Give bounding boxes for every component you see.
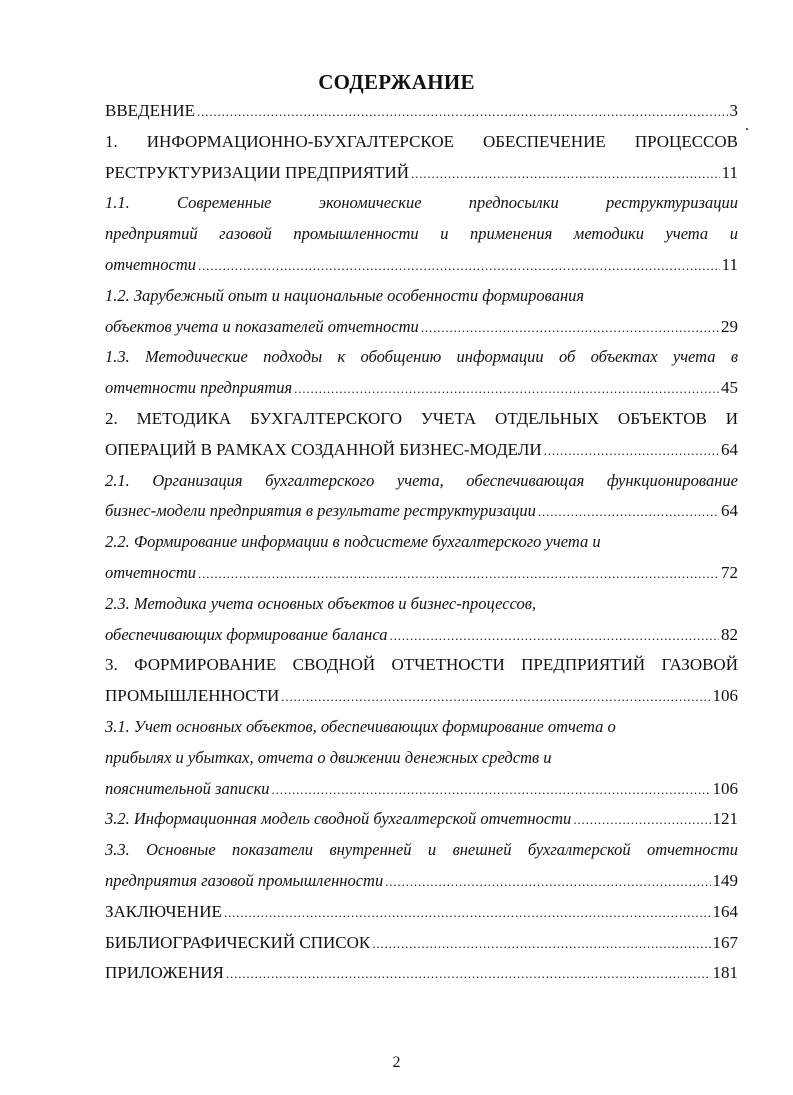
toc-entry-text: 1.1. Современные экономические предпосылки реструктуризации [105, 193, 738, 213]
toc-entry-section-1-1-cont[interactable] [105, 219, 738, 250]
toc-entry-introduction[interactable] [105, 96, 738, 127]
toc-entry-page: 29 [721, 316, 738, 336]
toc-entry-text: РЕСТРУКТУРИЗАЦИИ ПРЕДПРИЯТИЙ [105, 162, 409, 182]
toc-entry-page: 149 [712, 870, 738, 890]
toc-entry-page: 106 [712, 778, 738, 798]
toc-entry-page: 167 [712, 932, 738, 952]
toc-entry-page: 82 [721, 624, 738, 644]
toc-entry-section-1-1-end[interactable] [105, 250, 738, 281]
toc-entry-text: 2.3. Методика учета основных объектов и бизнес-процессов, [105, 593, 537, 613]
toc-entry-text: 1.3. Методические подходы к обобщению информации об объектах учета в [105, 347, 738, 367]
toc-entry-section-3-1-cont[interactable] [105, 743, 738, 774]
toc-entry-section-1-3[interactable] [105, 342, 738, 373]
toc-entry-text: бизнес-модели предприятия в результате реструктуризации [105, 501, 536, 521]
toc-entry-text: БИБЛИОГРАФИЧЕСКИЙ СПИСОК [105, 932, 371, 952]
toc-entry-section-2-3-end[interactable] [105, 620, 738, 651]
toc-entry-page: 72 [721, 562, 738, 582]
toc-entry-chapter-2-cont[interactable] [105, 435, 738, 466]
toc-entry-text: 2. МЕТОДИКА БУХГАЛТЕРСКОГО УЧЕТА ОТДЕЛЬНЫХ ОБЪЕКТОВ И [105, 408, 738, 428]
toc-entry-chapter-1-cont[interactable] [105, 158, 738, 189]
toc-entry-section-3-2[interactable] [105, 804, 738, 835]
toc-leader-dots [281, 682, 710, 713]
toc-entry-text: 3.1. Учет основных объектов, обеспечивающих формирование отчета о [105, 716, 616, 736]
toc-entry-text: объектов учета и показателей отчетности [105, 316, 419, 336]
toc-entry-text: обеспечивающих формирование баланса [105, 624, 388, 644]
toc-entry-text: 1. ИНФОРМАЦИОННО-БУХГАЛТЕРСКОЕ ОБЕСПЕЧЕНИЕ ПРОЦЕССОВ [105, 131, 738, 151]
toc-entry-text: предприятий газовой промышленности и применения методики учета и [105, 224, 738, 244]
toc-leader-dots [198, 559, 719, 590]
toc-entry-section-2-1-end[interactable] [105, 496, 738, 527]
toc-entry-section-1-2[interactable] [105, 281, 738, 312]
toc-leader-dots [197, 97, 728, 128]
toc-entry-section-3-1[interactable] [105, 712, 738, 743]
toc-entry-section-2-3[interactable] [105, 589, 738, 620]
toc-entry-text: прибылях и убытках, отчета о движении денежных средств и [105, 747, 552, 767]
toc-entry-section-1-1[interactable] [105, 188, 738, 219]
toc-entry-text: пояснительной записки [105, 778, 270, 798]
toc-entry-page: 181 [712, 963, 738, 983]
toc-entry-text: ПРОМЫШЛЕННОСТИ [105, 686, 280, 706]
toc-entry-section-3-3[interactable] [105, 835, 738, 866]
toc-entry-text: 3. ФОРМИРОВАНИЕ СВОДНОЙ ОТЧЕТНОСТИ ПРЕДПРИЯТИЙ ГАЗОВОЙ [105, 655, 738, 675]
toc-entry-text: ЗАКЛЮЧЕНИЕ [105, 901, 222, 921]
toc-entry-chapter-3[interactable] [105, 650, 738, 681]
toc-leader-dots [544, 436, 719, 467]
toc-leader-dots [411, 159, 720, 190]
toc-leader-dots [538, 497, 719, 528]
toc-entry-chapter-1[interactable] [105, 127, 738, 158]
toc-entry-section-1-2-end[interactable] [105, 312, 738, 343]
toc-entry-text: 2.1. Организация бухгалтерского учета, обеспечивающая функционирование [105, 470, 738, 490]
toc-entry-text: ПРИЛОЖЕНИЯ [105, 963, 224, 983]
table-of-contents [105, 96, 738, 989]
toc-entry-page: 64 [721, 501, 738, 521]
page-title: СОДЕРЖАНИЕ [318, 70, 475, 94]
toc-entry-section-2-2[interactable] [105, 527, 738, 558]
toc-entry-section-3-3-end[interactable] [105, 866, 738, 897]
toc-entry-section-2-2-end[interactable] [105, 558, 738, 589]
toc-entry-section-2-1[interactable] [105, 466, 738, 497]
toc-entry-text: 3.3. Основные показатели внутренней и внешней бухгалтерской отчетности [105, 840, 738, 860]
toc-entry-chapter-2[interactable] [105, 404, 738, 435]
toc-leader-dots [385, 867, 710, 898]
toc-entry-page: 106 [712, 686, 738, 706]
toc-entry-section-1-3-end[interactable] [105, 373, 738, 404]
toc-leader-dots [372, 929, 710, 960]
toc-entry-text: отчетности предприятия [105, 378, 293, 398]
toc-entry-text: 2.2. Формирование информации в подсистеме бухгалтерского учета и [105, 532, 601, 552]
toc-entry-text: ОПЕРАЦИЙ В РАМКАХ СОЗДАННОЙ БИЗНЕС-МОДЕЛИ [105, 439, 542, 459]
toc-entry-text: отчетности [105, 254, 196, 274]
toc-entry-page: 45 [721, 378, 738, 398]
toc-entry-conclusion[interactable] [105, 897, 738, 928]
toc-entry-page: 64 [721, 439, 738, 459]
toc-leader-dots [390, 621, 720, 652]
toc-entry-page: 11 [721, 162, 738, 182]
toc-leader-dots [421, 313, 719, 344]
scan-speck [746, 128, 748, 130]
page-number: 2 [392, 1054, 401, 1071]
toc-entry-page: 121 [712, 809, 738, 829]
toc-leader-dots [294, 374, 719, 405]
toc-entry-bibliography[interactable] [105, 928, 738, 959]
toc-entry-appendices[interactable] [105, 958, 738, 989]
toc-entry-text: 1.2. Зарубежный опыт и национальные особенности формирования [105, 285, 585, 305]
toc-entry-page: 164 [712, 901, 738, 921]
toc-entry-text: 3.2. Информационная модель сводной бухгалтерской отчетности [105, 809, 572, 829]
toc-entry-text: отчетности [105, 562, 196, 582]
toc-leader-dots [198, 251, 720, 282]
toc-leader-dots [573, 805, 710, 836]
toc-entry-text: ВВЕДЕНИЕ [105, 101, 195, 120]
toc-entry-page: 3 [729, 101, 738, 120]
toc-entry-chapter-3-cont[interactable] [105, 681, 738, 712]
toc-entry-text: предприятия газовой промышленности [105, 870, 384, 890]
toc-entry-section-3-1-end[interactable] [105, 774, 738, 805]
toc-leader-dots [226, 959, 711, 990]
toc-leader-dots [272, 775, 711, 806]
toc-entry-page: 11 [721, 254, 738, 274]
toc-leader-dots [224, 898, 711, 929]
